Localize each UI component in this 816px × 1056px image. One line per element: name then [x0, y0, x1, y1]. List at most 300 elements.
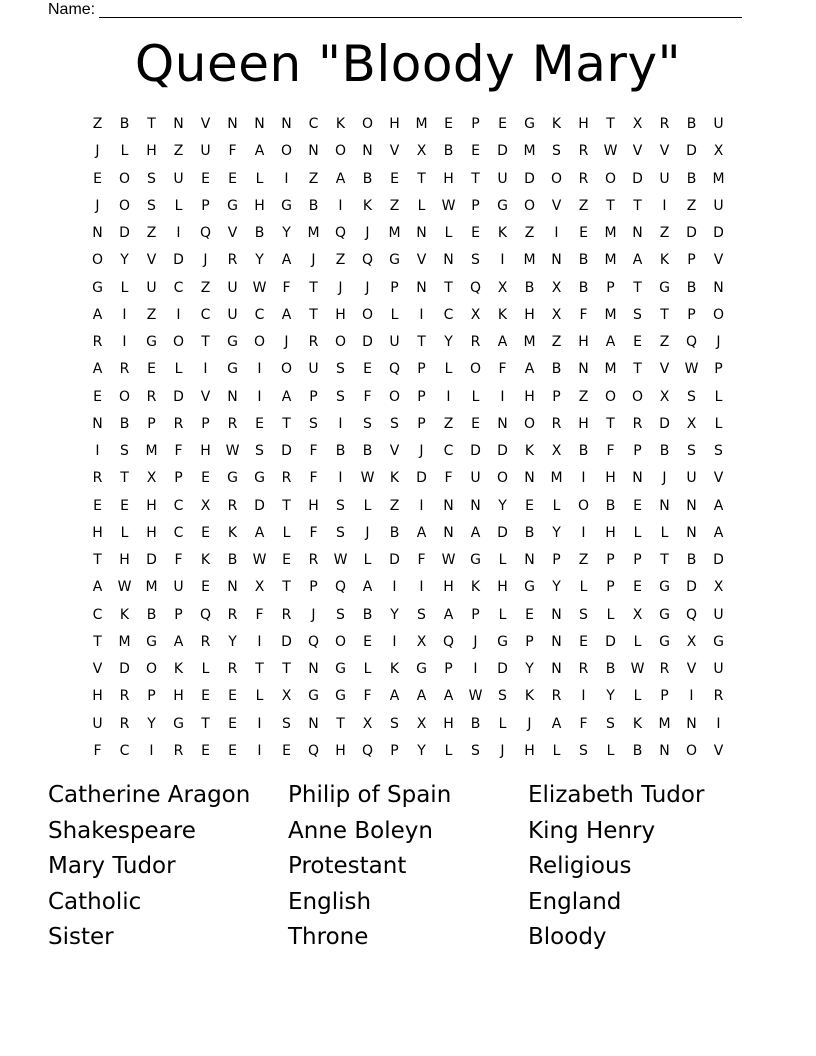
name-label: Name:	[48, 1, 96, 18]
grid-letter: Z	[686, 197, 697, 214]
grid-letter: H	[389, 116, 400, 133]
grid-letter: S	[336, 497, 345, 514]
grid-letter: H	[308, 497, 319, 514]
grid-letter: P	[174, 606, 183, 623]
grid-letter: T	[282, 497, 291, 514]
grid-letter: P	[606, 552, 615, 569]
grid-letter: A	[254, 524, 265, 541]
grid-row	[84, 384, 732, 411]
grid-letter: J	[95, 197, 100, 214]
grid-letter: U	[497, 170, 508, 187]
grid-letter: H	[443, 715, 454, 732]
grid-letter: L	[363, 497, 372, 514]
grid-letter: F	[579, 715, 588, 732]
grid-letter: A	[335, 170, 346, 187]
grid-letter: M	[604, 252, 617, 269]
grid-letter: O	[334, 633, 347, 650]
grid-letter: J	[419, 443, 424, 460]
grid-letter: I	[419, 306, 424, 323]
grid-letter: S	[687, 443, 696, 460]
grid-letter: G	[335, 688, 346, 705]
grid-letter: Q	[199, 225, 212, 242]
grid-letter: G	[281, 197, 292, 214]
grid-letter: O	[172, 334, 185, 351]
word-list-item: Religious	[528, 853, 632, 880]
grid-letter: S	[363, 415, 372, 432]
grid-row	[84, 302, 732, 329]
grid-letter: P	[147, 415, 156, 432]
grid-letter: P	[471, 116, 480, 133]
grid-letter: R	[551, 688, 562, 705]
grid-letter: D	[497, 661, 508, 678]
grid-letter: L	[714, 415, 723, 432]
grid-letter: R	[173, 742, 184, 759]
grid-letter: B	[605, 497, 616, 514]
grid-letter: F	[579, 306, 588, 323]
grid-letter: X	[200, 497, 211, 514]
grid-letter: O	[145, 661, 158, 678]
grid-letter: G	[524, 116, 535, 133]
grid-letter: Q	[307, 742, 320, 759]
grid-row	[84, 493, 732, 520]
grid-letter: K	[362, 197, 373, 214]
grid-letter: A	[497, 334, 508, 351]
grid-letter: I	[257, 388, 262, 405]
grid-letter: O	[550, 170, 563, 187]
grid-letter: N	[524, 552, 535, 569]
grid-letter: N	[551, 633, 562, 650]
grid-letter: F	[174, 443, 183, 460]
grid-letter: L	[444, 361, 453, 378]
grid-letter: W	[117, 579, 132, 596]
grid-letter: J	[311, 606, 316, 623]
grid-letter: N	[497, 415, 508, 432]
grid-letter: M	[145, 579, 158, 596]
grid-letter: H	[578, 334, 589, 351]
word-list-item: Sister	[48, 924, 114, 951]
grid-letter: G	[308, 688, 319, 705]
grid-letter: L	[120, 279, 129, 296]
grid-letter: X	[497, 279, 508, 296]
grid-letter: S	[498, 688, 507, 705]
grid-letter: M	[658, 715, 671, 732]
word-list-item: Philip of Spain	[288, 782, 452, 808]
grid-letter: E	[579, 225, 588, 242]
grid-letter: A	[713, 497, 724, 514]
grid-letter: Z	[578, 388, 589, 405]
word-list-item: Catholic	[48, 888, 142, 915]
grid-letter: Y	[228, 633, 237, 650]
grid-letter: V	[389, 443, 400, 460]
grid-letter: Q	[361, 252, 374, 269]
grid-letter: Y	[606, 688, 615, 705]
word-list-item: Throne	[288, 924, 369, 951]
grid-letter: E	[93, 497, 102, 514]
grid-letter: Z	[389, 497, 400, 514]
grid-letter: T	[93, 633, 102, 650]
grid-letter: L	[390, 306, 399, 323]
grid-letter: E	[201, 524, 210, 541]
grid-letter: B	[578, 279, 589, 296]
grid-letter: Z	[389, 197, 400, 214]
grid-letter: U	[470, 470, 481, 487]
grid-letter: L	[498, 715, 507, 732]
grid-letter: P	[525, 633, 534, 650]
grid-letter: L	[120, 143, 129, 160]
grid-letter: P	[444, 661, 453, 678]
grid-letter: N	[524, 470, 535, 487]
grid-letter: S	[336, 606, 345, 623]
grid-letter: K	[470, 579, 481, 596]
grid-letter: O	[334, 143, 347, 160]
grid-letter: S	[606, 715, 615, 732]
grid-letter: H	[173, 688, 184, 705]
grid-letter: X	[713, 143, 724, 160]
grid-letter: R	[578, 143, 589, 160]
grid-letter: B	[362, 606, 373, 623]
grid-letter: I	[581, 470, 586, 487]
grid-letter: D	[497, 443, 508, 460]
grid-letter: I	[176, 225, 181, 242]
grid-letter: V	[659, 361, 670, 378]
grid-letter: E	[255, 415, 264, 432]
grid-letter: B	[524, 524, 535, 541]
grid-letter: G	[524, 579, 535, 596]
grid-letter: F	[606, 443, 615, 460]
grid-letter: J	[365, 524, 370, 541]
grid-letter: I	[257, 361, 262, 378]
grid-letter: D	[119, 225, 130, 242]
grid-letter: H	[200, 443, 211, 460]
grid-letter: A	[443, 606, 454, 623]
grid-letter: E	[228, 170, 237, 187]
grid-letter: I	[392, 579, 397, 596]
grid-letter: S	[471, 742, 480, 759]
grid-letter: V	[389, 143, 400, 160]
grid-letter: P	[201, 197, 210, 214]
grid-letter: V	[200, 388, 211, 405]
grid-letter: B	[362, 443, 373, 460]
grid-letter: E	[282, 742, 291, 759]
grid-letter: L	[633, 633, 642, 650]
grid-letter: T	[282, 661, 291, 678]
grid-letter: T	[660, 552, 669, 569]
grid-letter: L	[498, 606, 507, 623]
grid-letter: H	[578, 415, 589, 432]
grid-letter: Z	[659, 225, 670, 242]
grid-row	[84, 602, 732, 629]
grid-letter: P	[174, 470, 183, 487]
grid-letter: V	[659, 143, 670, 160]
grid-row	[84, 329, 732, 356]
grid-letter: H	[335, 306, 346, 323]
grid-letter: T	[93, 552, 102, 569]
grid-letter: N	[686, 497, 697, 514]
grid-letter: N	[227, 388, 238, 405]
grid-letter: L	[552, 497, 561, 514]
grid-letter: I	[500, 388, 505, 405]
grid-letter: T	[417, 334, 426, 351]
grid-letter: T	[660, 306, 669, 323]
grid-letter: P	[417, 388, 426, 405]
grid-letter: K	[497, 306, 508, 323]
grid-letter: X	[362, 715, 373, 732]
grid-letter: U	[686, 470, 697, 487]
grid-letter: G	[659, 606, 670, 623]
grid-letter: L	[120, 524, 129, 541]
grid-letter: M	[118, 633, 131, 650]
grid-letter: A	[416, 688, 427, 705]
grid-letter: B	[578, 443, 589, 460]
grid-letter: E	[201, 579, 210, 596]
word-list-item: Elizabeth Tudor	[528, 782, 705, 808]
grid-letter: U	[713, 661, 724, 678]
grid-letter: R	[119, 715, 130, 732]
grid-letter: F	[498, 361, 507, 378]
grid-letter: N	[551, 606, 562, 623]
grid-letter: L	[444, 225, 453, 242]
grid-letter: J	[527, 715, 532, 732]
grid-letter: E	[201, 742, 210, 759]
grid-letter: X	[686, 633, 697, 650]
grid-letter: R	[308, 552, 319, 569]
grid-letter: X	[416, 633, 427, 650]
grid-letter: I	[689, 688, 694, 705]
grid-letter: X	[416, 715, 427, 732]
grid-letter: Y	[147, 715, 156, 732]
grid-letter: T	[201, 334, 210, 351]
grid-letter: I	[149, 742, 154, 759]
grid-letter: K	[119, 606, 130, 623]
grid-letter: E	[228, 688, 237, 705]
grid-letter: L	[606, 742, 615, 759]
grid-letter: R	[578, 170, 589, 187]
grid-row	[84, 438, 732, 465]
word-list-item: England	[528, 888, 622, 915]
grid-letter: B	[119, 116, 130, 133]
grid-letter: Y	[417, 742, 426, 759]
grid-letter: T	[471, 170, 480, 187]
grid-letter: C	[119, 742, 130, 759]
grid-letter: E	[201, 170, 210, 187]
grid-letter: A	[281, 306, 292, 323]
grid-letter: Y	[120, 252, 129, 269]
grid-letter: R	[227, 606, 238, 623]
grid-letter: S	[282, 715, 291, 732]
grid-letter: I	[122, 306, 127, 323]
grid-letter: S	[552, 143, 561, 160]
grid-letter: B	[389, 524, 400, 541]
grid-letter: R	[200, 633, 211, 650]
grid-letter: C	[173, 497, 184, 514]
grid-letter: B	[335, 443, 346, 460]
grid-letter: A	[389, 688, 400, 705]
grid-letter: X	[146, 470, 157, 487]
grid-letter: S	[147, 197, 156, 214]
grid-letter: Y	[255, 252, 264, 269]
grid-letter: F	[444, 470, 453, 487]
grid-letter: A	[416, 524, 427, 541]
grid-letter: H	[443, 579, 454, 596]
grid-letter: T	[201, 715, 210, 732]
grid-letter: X	[659, 388, 670, 405]
grid-letter: T	[282, 579, 291, 596]
grid-letter: P	[147, 688, 156, 705]
grid-letter: X	[551, 279, 562, 296]
grid-letter: N	[686, 524, 697, 541]
grid-letter: N	[443, 497, 454, 514]
grid-letter: I	[554, 225, 559, 242]
grid-letter: O	[496, 470, 509, 487]
grid-letter: I	[419, 497, 424, 514]
grid-letter: J	[365, 225, 370, 242]
grid-letter: E	[201, 470, 210, 487]
grid-letter: L	[201, 661, 210, 678]
grid-letter: I	[176, 306, 181, 323]
grid-letter: I	[446, 388, 451, 405]
grid-row	[84, 356, 732, 383]
grid-letter: K	[551, 116, 562, 133]
grid-letter: K	[524, 443, 535, 460]
grid-letter: E	[633, 579, 642, 596]
grid-letter: F	[93, 742, 102, 759]
grid-letter: P	[660, 688, 669, 705]
grid-letter: X	[686, 415, 697, 432]
grid-letter: M	[523, 334, 536, 351]
grid-row	[84, 656, 732, 683]
grid-letter: W	[630, 661, 645, 678]
grid-letter: S	[714, 443, 723, 460]
grid-letter: D	[362, 334, 373, 351]
grid-letter: P	[687, 252, 696, 269]
grid-letter: L	[552, 742, 561, 759]
grid-letter: R	[659, 661, 670, 678]
grid-letter: I	[257, 742, 262, 759]
grid-letter: W	[684, 361, 699, 378]
grid-letter: N	[92, 415, 103, 432]
grid-letter: Q	[442, 633, 455, 650]
grid-letter: K	[335, 116, 346, 133]
grid-letter: S	[255, 443, 264, 460]
grid-letter: V	[686, 661, 697, 678]
grid-letter: O	[685, 742, 698, 759]
grid-letter: W	[225, 443, 240, 460]
grid-letter: L	[633, 688, 642, 705]
grid-letter: C	[173, 524, 184, 541]
grid-letter: I	[257, 633, 262, 650]
grid-letter: M	[550, 470, 563, 487]
grid-letter: D	[173, 252, 184, 269]
grid-letter: E	[93, 388, 102, 405]
grid-letter: S	[417, 606, 426, 623]
grid-letter: K	[389, 470, 400, 487]
grid-letter: G	[146, 334, 157, 351]
grid-letter: Z	[578, 552, 589, 569]
grid-letter: O	[577, 497, 590, 514]
grid-letter: V	[713, 742, 724, 759]
grid-letter: B	[659, 443, 670, 460]
grid-letter: U	[389, 334, 400, 351]
grid-letter: Q	[334, 225, 347, 242]
grid-letter: C	[200, 306, 211, 323]
grid-letter: B	[686, 279, 697, 296]
grid-letter: V	[200, 116, 211, 133]
grid-letter: W	[603, 143, 618, 160]
grid-letter: B	[686, 170, 697, 187]
grid-letter: X	[632, 116, 643, 133]
grid-letter: G	[92, 279, 103, 296]
grid-letter: I	[662, 197, 667, 214]
grid-letter: N	[686, 715, 697, 732]
grid-letter: E	[147, 361, 156, 378]
grid-letter: U	[173, 170, 184, 187]
word-list-item: Anne Boleyn	[288, 817, 433, 844]
grid-row	[84, 465, 732, 492]
grid-letter: H	[605, 524, 616, 541]
grid-letter: A	[281, 252, 292, 269]
grid-letter: D	[173, 388, 184, 405]
grid-letter: E	[633, 334, 642, 351]
grid-letter: V	[632, 143, 643, 160]
grid-letter: T	[147, 116, 156, 133]
grid-letter: Q	[307, 633, 320, 650]
grid-letter: Z	[173, 143, 184, 160]
grid-row	[84, 220, 732, 247]
grid-letter: D	[605, 633, 616, 650]
grid-letter: R	[92, 470, 103, 487]
grid-letter: I	[338, 415, 343, 432]
grid-letter: U	[227, 279, 238, 296]
grid-letter: E	[228, 715, 237, 732]
grid-letter: E	[471, 225, 480, 242]
grid-letter: R	[470, 334, 481, 351]
grid-letter: W	[252, 279, 267, 296]
grid-letter: G	[146, 633, 157, 650]
grid-letter: I	[581, 688, 586, 705]
grid-row	[84, 166, 732, 193]
grid-letter: X	[281, 688, 292, 705]
grid-letter: H	[146, 524, 157, 541]
grid-letter: Y	[282, 225, 291, 242]
grid-letter: O	[388, 388, 401, 405]
grid-letter: I	[338, 470, 343, 487]
grid-letter: U	[713, 197, 724, 214]
grid-letter: B	[551, 361, 562, 378]
grid-letter: N	[362, 143, 373, 160]
grid-letter: W	[333, 552, 348, 569]
grid-letter: V	[146, 252, 157, 269]
grid-letter: S	[147, 170, 156, 187]
grid-letter: H	[254, 197, 265, 214]
grid-letter: W	[360, 470, 375, 487]
name-underline	[99, 3, 742, 18]
grid-letter: E	[120, 497, 129, 514]
grid-row	[84, 574, 732, 601]
grid-letter: E	[471, 143, 480, 160]
grid-letter: E	[228, 742, 237, 759]
grid-letter: R	[632, 415, 643, 432]
grid-letter: E	[633, 497, 642, 514]
grid-letter: A	[713, 524, 724, 541]
grid-letter: P	[714, 361, 723, 378]
grid-letter: G	[659, 579, 670, 596]
grid-letter: Z	[335, 252, 346, 269]
grid-letter: L	[363, 661, 372, 678]
grid-letter: W	[441, 197, 456, 214]
grid-letter: R	[92, 334, 103, 351]
grid-letter: M	[415, 116, 428, 133]
grid-letter: X	[551, 443, 562, 460]
